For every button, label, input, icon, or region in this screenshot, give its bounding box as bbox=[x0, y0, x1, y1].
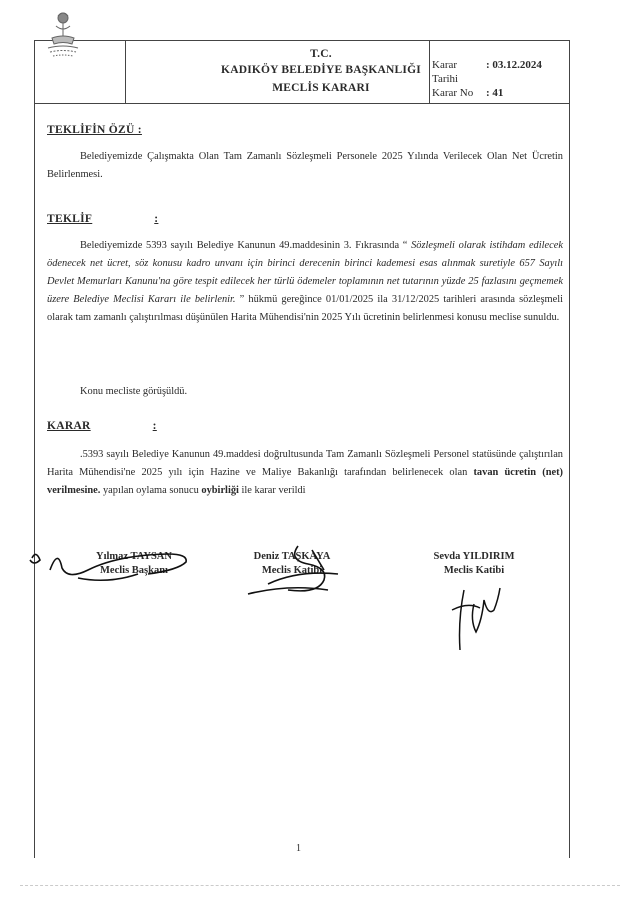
karar-label: KARAR bbox=[47, 420, 91, 432]
teklif-text-quote: Sözleşmeli olarak istihdam edilecek ödenecek net ücret, söz konusu kadro unvanı için birinci derecenin birinci kademesi esas alınmak suretiyle 657 Sayılı Devlet Memurları Kanunu'na göre tespit edilecek her türlü ödemeler toplamının net tutarının yüzde 25 fazlasını geçmemek üzere Belediye Meclisi Kararı ile belirlenir. bbox=[47, 240, 563, 305]
signature-2-name: Deniz TAŞKAYA bbox=[253, 551, 331, 562]
signature-1-handwriting-icon bbox=[28, 540, 198, 590]
karar-colon: : bbox=[152, 420, 157, 432]
teklif-text-end: ” hükmü gereğince 01/01/2025 ila 31/12/2025 tarihleri arasında sözleşmeli olarak tam zamanlı çalıştırılması düşünülen Harita Mühendisi'nin 2025 Yılı ücretinin belirlenmesi konusu meclise sunuldu. bbox=[47, 294, 564, 323]
karar-text-2: yapılan oylama sonucu bbox=[100, 485, 202, 496]
karar-text-bold-2: oybirliği bbox=[201, 485, 239, 496]
scan-artifact-line bbox=[20, 885, 620, 888]
teklif-colon: : bbox=[154, 213, 159, 225]
teklif-ozu-paragraph bbox=[47, 148, 563, 184]
teklif-discussed-text: Konu mecliste görüşüldü. bbox=[80, 386, 188, 397]
date-value: : 03.12.2024 bbox=[486, 59, 542, 71]
signature-2-title: Meclis Katibi bbox=[261, 565, 323, 576]
karar-text-1: .5393 sayılı Belediye Kanunun 49.maddesi doğrultusunda Tam Zamanlı Sözleşmeli Personel statüsünde çalıştırılan Harita Mühendisi'ne 2025 yılı için Hazine ve Maliye Bakanlığı tarafından belirlenecek olan bbox=[47, 449, 563, 478]
signature-1-title: Meclis Başkanı bbox=[100, 565, 168, 576]
header-meta bbox=[432, 58, 542, 100]
header-tc: T.C. bbox=[310, 48, 332, 60]
kadikoy-logo-icon bbox=[38, 8, 88, 60]
page-number: 1 bbox=[296, 843, 301, 854]
number-label: Karar No bbox=[432, 87, 474, 99]
teklif-ozu-heading: TEKLİFİN ÖZÜ : bbox=[47, 124, 142, 136]
teklif-text-start: Belediyemizde 5393 sayılı Belediye Kanunun 49.maddesinin 3. Fıkrasında “ bbox=[80, 240, 408, 251]
karar-text-3: ile karar verildi bbox=[238, 485, 306, 496]
karar-text-bold-1: tavan ücretin (net) verilmesine. bbox=[47, 467, 564, 496]
karar-heading bbox=[47, 420, 157, 432]
teklif-paragraph bbox=[47, 237, 563, 327]
teklif-heading bbox=[47, 213, 158, 225]
teklif-ozu-text: Belediyemizde Çalışmakta Olan Tam Zamanlı Sözleşmeli Personele 2025 Yılında Verilecek Olan Net Ücretin Belirlenmesi. bbox=[47, 151, 563, 180]
teklif-label: TEKLİF bbox=[47, 213, 93, 225]
header-doc-type: MECLİS KARARI bbox=[272, 82, 370, 94]
teklif-paragraph-2 bbox=[47, 383, 563, 401]
signature-3-title: Meclis Katibi bbox=[443, 565, 505, 576]
signature-3-name: Sevda YILDIRIM bbox=[433, 551, 515, 562]
signature-2-handwriting-icon bbox=[228, 540, 358, 600]
signature-3-handwriting-icon bbox=[440, 580, 510, 660]
signature-1-name: Yılmaz TAYSAN bbox=[96, 551, 172, 562]
number-value: : 41 bbox=[486, 87, 504, 99]
date-label: Karar Tarihi bbox=[432, 59, 459, 85]
header-institution: KADIKÖY BELEDİYE BAŞKANLIĞI bbox=[221, 64, 421, 76]
signature-block-3 bbox=[412, 550, 536, 578]
karar-paragraph bbox=[47, 446, 563, 500]
